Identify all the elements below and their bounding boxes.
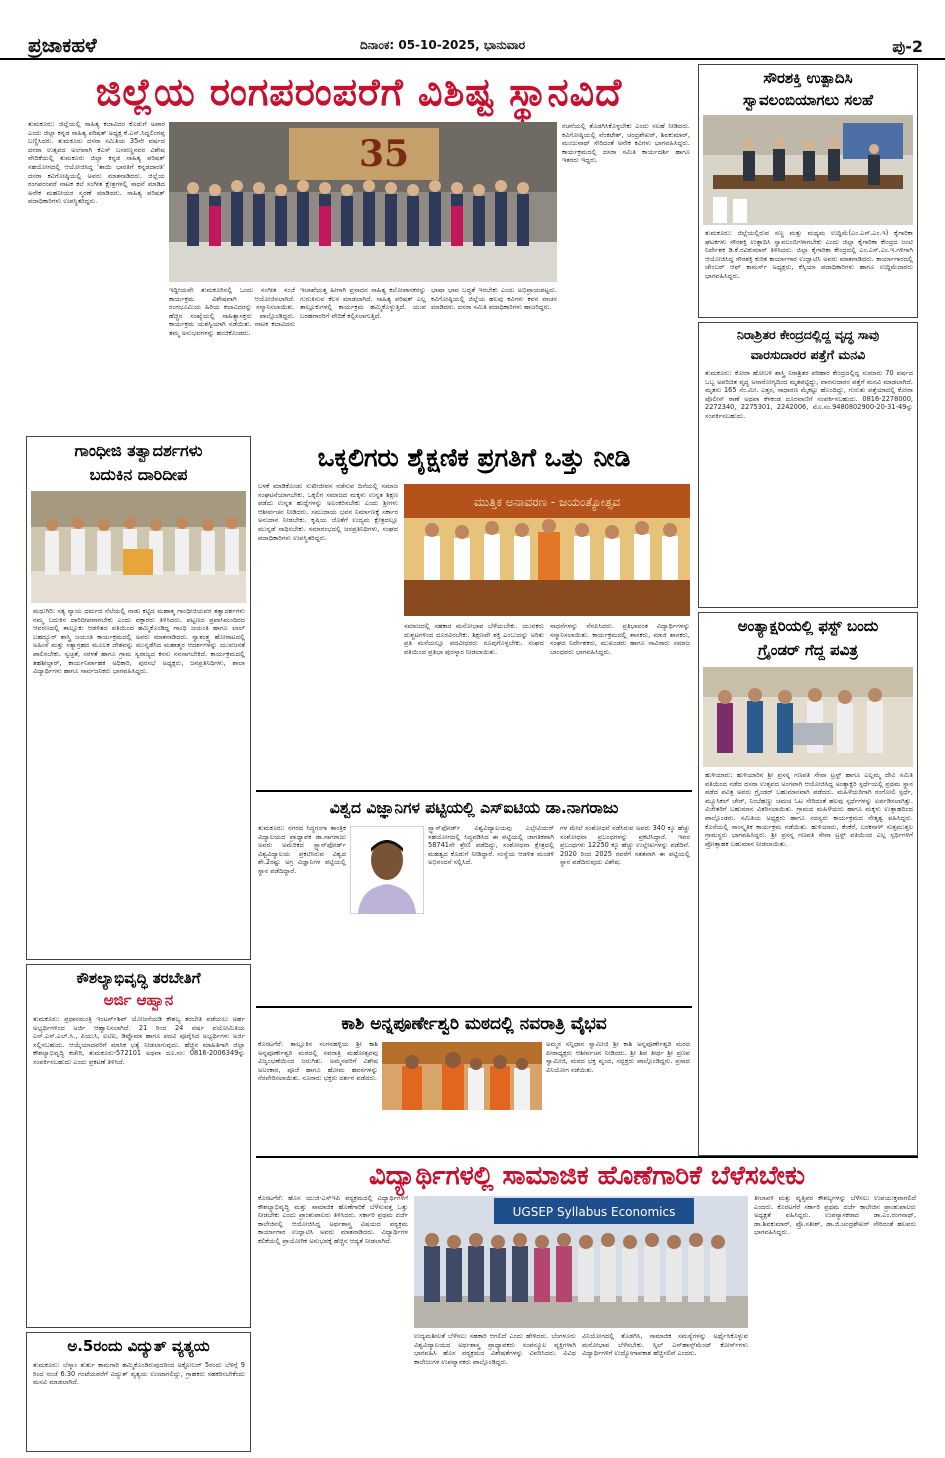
masthead xyxy=(0,0,945,60)
nagaraju-portrait xyxy=(350,826,424,914)
page-number: ಪು-2 xyxy=(892,37,923,56)
scientist-col-3: ಗಳ ಮೇಲೆ ಸಂಶೋಧನೆ ನಡೆಸಿರುವ ಅವರು 340 ಕ್ಕೂ ಹೆಚ್ಚು ಸಂಶೋಧನಾ ಪ್ರಬಂಧಗಳನ್ನು ಪ್ರಕಟಿಸಿದ್ದಾರೆ. ಇವರ ಪ್ರಬಂಧಗಳು 12250 ಕ್ಕೂ ಹೆಚ್ಚು ಉಲ್ಲೇಖಗಳನ್ನು ಪಡೆದಿವೆ. 2020 ರಿಂದ 2025 ರವರೆಗೆ ಸತತವಾಗಿ ಈ ಪಟ್ಟಿಯಲ್ಲಿ ಸ್ಥಾನ ಪಡೆದಿರುವುದು ವಿಶೇಷ. xyxy=(560,824,690,867)
scientist-headline: ವಿಶ್ವದ ವಿಜ್ಞಾನಿಗಳ ಪಟ್ಟಿಯಲ್ಲಿ ಎಸ್‌ಐಟಿಯ ಡಾ.ನಾಗರಾಜು xyxy=(329,799,619,817)
gandhi-event-photo xyxy=(31,491,246,603)
scientist-col-2: ಸ್ಟ್ಯಾನ್‌ಫೋರ್ಡ್ ವಿಶ್ವವಿದ್ಯಾಲಯವು ಎಲ್ಸೇವಿಯರ್ ಸಹಯೋಗದಲ್ಲಿ ಸಿದ್ಧಪಡಿಸಿದ ಈ ಪಟ್ಟಿಯಲ್ಲಿ ಜಾಗತಿಕವಾಗಿ 58741ನೇ ಶ್ರೇಣಿ ಪಡೆದಿದ್ದು, ಸಂಶೋಧನಾ ಕ್ಷೇತ್ರದಲ್ಲಿ ಮಹತ್ವದ ಕೊಡುಗೆ ನೀಡಿದ್ದಾರೆ. ಸಂಸ್ಥೆಯ ಆಡಳಿತ ಮಂಡಳಿ ಅಭಿನಂದನೆ ಸಲ್ಲಿಸಿದೆ. xyxy=(428,824,554,867)
solar-headline-2: ಸ್ವಾವಲಂಬಿಯಾಗಲು ಸಲಹೆ xyxy=(743,91,873,109)
kashi-swamiji-photo xyxy=(382,1042,542,1110)
antakshari-headline-2: ಗ್ರೈಂಡರ್ ಗೆದ್ದ ಪವಿತ್ರ xyxy=(758,641,858,659)
lead-story xyxy=(26,64,692,431)
okkaliga-banner-text: ಮುತ್ತಿಕ ಅನಾವರಣ - ಜಯಂತ್ಯೋತ್ಸವ xyxy=(473,495,621,509)
dasara-banner-text: 35 xyxy=(359,133,410,175)
students-col-2: ಉದ್ಯಮಶೀಲತೆ ಬೆಳೆಸಲು ಸಹಕಾರಿ ಆಗಲಿದೆ ಎಂದು ಹೇಳಿದರು. ಬೆಂಗಳೂರು ವಿಶ್ವವಿದ್ಯಾಲಯದ ಅರ್ಥಶಾಸ್ತ್ರ ಪ್ರಾಧ್ಯಾಪಕರು ಸಂಪನ್ಮೂಲ ವ್ಯಕ್ತಿಗಳಾಗಿ ಭಾಗವಹಿಸಿ ಹೊಸ ಪಠ್ಯಕ್ರಮದ ವಿಶೇಷತೆಗಳನ್ನು ವಿವರಿಸಿದರು. ವಿವಿಧ ಕಾಲೇಜುಗಳ ಉಪನ್ಯಾಸಕರು ಪಾಲ್ಗೊಂಡಿದ್ದರು. xyxy=(414,1332,576,1366)
lead-headline: ಜಿಲ್ಲೆಯ ರಂಗಪರಂಪರೆಗೆ ವಿಶಿಷ್ಟ ಸ್ಥಾನವಿದೆ xyxy=(95,70,623,114)
okkaliga-col-3: ಸಾಧನೆಗಳನ್ನು ನೆನಪಿಸಿದರು. ಪ್ರತಿಭಾವಂತ ವಿದ್ಯಾರ್ಥಿಗಳನ್ನು ಸನ್ಮಾನಿಸಲಾಯಿತು. ಕಾರ್ಯಕ್ರಮದಲ್ಲಿ ಶಾಸಕರು, ಮಾಜಿ ಶಾಸಕರು, ಸಂಘದ ನಿರ್ದೇಶಕರು, ಮುಖಂಡರು ಹಾಗೂ ಸಾವಿರಾರು ಸಮಾಜ ಬಾಂಧವರು ಭಾಗವಹಿಸಿದ್ದರು. xyxy=(550,622,690,656)
scientist-top-rule xyxy=(256,790,692,792)
lead-col-4: ಭಾಷಾ ಭಾವ ಬದ್ಧತೆ ಇರಬೇಕು ಎಂದು ಅಭಿಪ್ರಾಯಪಟ್ಟರು. ಕವಿಗೋಷ್ಠಿಯಲ್ಲಿ ಜಿಲ್ಲೆಯ ಹಲವು ಕವಿಗಳು ಕವನ ವಾಚನ ಮಾಡಿದರು. ದಸರಾ ಸಮಿತಿ ಪದಾಧಿಕಾರಿಗಳು ಹಾಜರಿದ್ದರು. xyxy=(431,286,557,312)
scientist-story xyxy=(256,790,692,1004)
skill-headline-1: ಕೌಶಲ್ಯಾಭಿವೃದ್ಧಿ ತರಬೇತಿಗೆ xyxy=(76,969,201,987)
kashi-top-rule xyxy=(256,1006,692,1008)
skill-body: ತುಮಕೂರು: ಪ್ರಧಾನಮಂತ್ರಿ ಇಂಟರ್ನ್‌ಶಿಪ್ ಯೋಜನೆಯಡಿ ಕೌಶಲ್ಯ ತರಬೇತಿ ಪಡೆಯಲು ಅರ್ಹ ಅಭ್ಯರ್ಥಿಗಳಿಂದ ಅರ್ಜಿ ಆಹ್ವಾನಿಸಲಾಗಿದೆ. 21 ರಿಂದ 24 ವರ್ಷ ವಯೋಮಿತಿಯ ಎಸ್.ಎಸ್.ಎಲ್.ಸಿ., ಪಿಯುಸಿ, ಐಟಿಐ, ಡಿಪ್ಲೊಮಾ ಹಾಗೂ ಪದವಿ ಪೂರೈಸಿದ ಅಭ್ಯರ್ಥಿಗಳು ಅರ್ಜಿ ಸಲ್ಲಿಸಬಹುದು. ಆಯ್ಕೆಯಾದವರಿಗೆ ಮಾಸಿಕ ಭತ್ಯೆ ನೀಡಲಾಗುವುದು. ಹೆಚ್ಚಿನ ಮಾಹಿತಿಗಾಗಿ ಜಿಲ್ಲಾ ಕೌಶಲ್ಯಾಭಿವೃದ್ಧಿ ಕಚೇರಿ, ತುಮಕೂರು-572101 ಅಥವಾ ದೂ.ಸಂ: 0816-2006349ನ್ನು ಸಂಪರ್ಕಿಸಬಹುದು ಎಂದು ಪ್ರಕಟಣೆ ತಿಳಿಸಿದೆ. xyxy=(33,1015,245,1066)
solar-headline-1: ಸೌರಶಕ್ತಿ ಉತ್ಪಾದಿಸಿ xyxy=(763,69,853,87)
elderly-headline-2: ವಾರಸುದಾರರ ಪತ್ತೆಗೆ ಮನವಿ xyxy=(750,347,866,362)
students-headline: ವಿದ್ಯಾರ್ಥಿಗಳಲ್ಲಿ ಸಾಮಾಜಿಕ ಹೊಣೆಗಾರಿಕೆ ಬೆಳೆಸಬೇಕು xyxy=(369,1161,805,1191)
solar-workshop-photo xyxy=(703,115,913,225)
dasara-stage-photo xyxy=(169,122,557,282)
solar-body: ತುಮಕೂರು: ಜಿಲ್ಲೆಯಲ್ಲಿರುವ ಸಣ್ಣ ಮತ್ತು ಮಧ್ಯಮ ಉದ್ದಿಮೆ(ಎಂ.ಎಸ್.ಎಂ.ಇ) ಕೈಗಾರಿಕಾ ಘಟಕಗಳು ಸೌರಶಕ್ತಿ ಉತ್ಪಾದಿಸಿ ಸ್ವಾವಲಂಬಿಗಳಾಗಬೇಕು ಎಂದು ಜಿಲ್ಲಾ ಕೈಗಾರಿಕಾ ಕೇಂದ್ರದ ಜಂಟಿ ನಿರ್ದೇಶಕ ಡಿ.ಕೆ.ರವಿಕುಮಾರ್ ತಿಳಿಸಿದರು. ಜಿಲ್ಲಾ ಕೈಗಾರಿಕಾ ಕೇಂದ್ರದಲ್ಲಿ ಎಂ.ಎಸ್.ಎಂ.ಇ.ಗಳಿಗಾಗಿ ಆಯೋಜಿಸಿದ್ದ ಸೌರಶಕ್ತಿ ಕುರಿತ ಕಾರ್ಯಾಗಾರ ಉದ್ಘಾಟಿಸಿ ಅವರು ಮಾತನಾಡಿದರು. ಕಾರ್ಯಾಗಾರದಲ್ಲಿ ಚೇಂಬರ್ ಆಫ್ ಕಾಮರ್ಸ್ ಅಧ್ಯಕ್ಷರು, ಕೆಸ್ಸಿಯಾ ಪದಾಧಿಕಾರಿಗಳು ಹಾಗೂ ಉದ್ದಿಮೆದಾರರು ಭಾಗವಹಿಸಿದ್ದರು. xyxy=(705,229,913,280)
lead-col-2: ಇದ್ದೀಯವೇ ತುಮಕೂರಿನಲ್ಲಿ ಒಂದು ಸಂಗೀತ ಸಂಜೆ ಕಾರ್ಯಕ್ರಮ ವಿಶೇಷವಾಗಿ ಆಯೋಜಿಸಲಾಗಿದೆ. ರಂಗಭೂಮಿಯ ಹಿರಿಯ ಕಲಾವಿದರನ್ನು ಸನ್ಮಾನಿಸಲಾಯಿತು. ಹೆಚ್ಚಿನ ಸಂಖ್ಯೆಯಲ್ಲಿ ಸಾಹಿತ್ಯಾಸಕ್ತರು ಪಾಲ್ಗೊಂಡಿದ್ದರು. ಕಾರ್ಯಕ್ರಮ ಯಶಸ್ವಿಯಾಗಿ ನಡೆಯಿತು. ನಾಟಕ ಕಲಾವಿದರು ತಮ್ಮ ಅನುಭವಗಳನ್ನು ಹಂಚಿಕೊಂಡರು. xyxy=(169,286,295,337)
solar-story xyxy=(698,64,918,318)
gandhi-body: ಮಧುಗಿರಿ: ಸತ್ಯ ನ್ಯಾಯ ಧರ್ಮದ ನೆಲೆಯಲ್ಲಿ ನಾಡು ಕಟ್ಟಿದ ಮಹಾತ್ಮ ಗಾಂಧೀಜಿಯವರ ತತ್ವಾದರ್ಶಗಳು ನಮ್ಮ ಬದುಕಿನ ದಾರಿದೀಪವಾಗಬೇಕು ಎಂದು ವಕ್ತಾರರು ತಿಳಿಸಿದರು. ಪಟ್ಟಣದ ಪ್ರವಾಸಿಮಂದಿರದ ಆವರಣದಲ್ಲಿ ತಾಲ್ಲೂಕು ಆಡಳಿತದ ವತಿಯಿಂದ ಹಮ್ಮಿಕೊಂಡಿದ್ದ ಗಾಂಧಿ ಜಯಂತಿ ಹಾಗೂ ಲಾಲ್ ಬಹದ್ದೂರ್ ಶಾಸ್ತ್ರಿ ಜಯಂತಿ ಕಾರ್ಯಕ್ರಮದಲ್ಲಿ ಅವರು ಮಾತನಾಡಿದರು. ಸ್ವಾತಂತ್ರ್ಯ ಹೋರಾಟದಲ್ಲಿ ಅಹಿಂಸೆ ಮತ್ತು ಸತ್ಯಾಗ್ರಹದ ಮೂಲಕ ದೇಶವನ್ನು ಮುನ್ನಡೆಸಿದ ಮಹಾತ್ಮರ ಆದರ್ಶಗಳನ್ನು ಯುವಜನತೆ ಪಾಲಿಸಬೇಕು. ಸ್ವಚ್ಛತೆ, ಸರಳತೆ ಹಾಗೂ ಗ್ರಾಮ ಸ್ವರಾಜ್ಯದ ಕನಸು ನನಸಾಗಬೇಕಿದೆ. ಕಾರ್ಯಕ್ರಮದಲ್ಲಿ ತಹಶೀಲ್ದಾರ್, ಕಾರ್ಯನಿರ್ವಾಹಕ ಅಧಿಕಾರಿ, ಪುರಸಭೆ ಅಧ್ಯಕ್ಷರು, ಜನಪ್ರತಿನಿಧಿಗಳು, ಶಾಲಾ ವಿದ್ಯಾರ್ಥಿಗಳು ಹಾಗೂ ಸಾರ್ವಜನಿಕರು ಭಾಗವಹಿಸಿದ್ದರು. xyxy=(33,607,245,676)
kashi-col-1: ಕೊರಟಗೆರೆ: ತಾಲ್ಲೂಕಿನ ಸಂಗನಹಳ್ಳಿಯ ಶ್ರೀ ಕಾಶಿ ಅನ್ನಪೂರ್ಣೇಶ್ವರಿ ಮಠದಲ್ಲಿ ನವರಾತ್ರಿ ಮಹೋತ್ಸವವು ವಿಜೃಂಭಣೆಯಿಂದ ಜರುಗಿತು. ಅಮ್ಮನವರಿಗೆ ವಿಶೇಷ ಅಲಂಕಾರ, ಪೂಜೆ ಹಾಗೂ ಹೋಮ ಹವನಗಳನ್ನು ನೆರವೇರಿಸಲಾಯಿತು. ನೂರಾರು ಭಕ್ತರು ದರ್ಶನ ಪಡೆದರು. xyxy=(258,1040,378,1083)
lead-col-1: ತುಮಕೂರು: ಜಿಲ್ಲೆಯಲ್ಲಿ ಸಾಹಿತ್ಯ ಕಲಾವಿದರ ಕೊಡುಗೆ ಅಪಾರ ಎಂದು ಜಿಲ್ಲಾ ಕನ್ನಡ ಸಾಹಿತ್ಯ ಪರಿಷತ್ ಅಧ್ಯಕ್ಷ ಕೆ.ಎಸ್.ಸಿದ್ದಲಿಂಗಪ್ಪ ಬಣ್ಣಿಸಿದರು. ತುಮಕೂರು ದಸರಾ ಸಮಿತಿಯ 35ನೇ ವರ್ಷದ ದಸರಾ ಉತ್ಸವದ ಅಂಗವಾಗಿ ಕೆ‌ಎಸ್ ಬಸವಣ್ಣನವರ ವಿಶೇಷ ವೇದಿಕೆಯಲ್ಲಿ ತುಮಕೂರು ಜಿಲ್ಲಾ ಕನ್ನಡ ಸಾಹಿತ್ಯ ಪರಿಷತ್ ಸಹಯೋಗದಲ್ಲಿ ಆಯೋಜಿಸಿದ್ದ 'ತಾಯಿ ಭಾರತಿಗೆ ಕನ್ನಡದಾರತಿ' ದಸರಾ ಕವಿಗೋಷ್ಠಿಯಲ್ಲಿ ಅವರು ಮಾತನಾಡಿದರು. ಜಿಲ್ಲೆಯ ರಂಗಪರಂಪರೆ ನಾಟಕ ಕಲೆ ಸಂಗೀತ ಕ್ಷೇತ್ರಗಳಲ್ಲಿ ಸಾಧನೆ ಮಾಡಿದ ಅನೇಕ ಮಹನೀಯರ ಸ್ಮರಣೆ ಮಾಡಿದರು. ಸಾಹಿತ್ಯ ಪರಿಷತ್ ಪದಾಧಿಕಾರಿಗಳು ಉಪಸ್ಥಿತರಿದ್ದರು. xyxy=(28,120,165,206)
okkaliga-col-1: ಬಳಕೆ ಮಾಡಿಕೊಂಡು ಸುಖೀಜೀವನ ನಡೆಸುವ ದಿಸೆಯಲ್ಲಿ ಸಮಾಜ ಸಂಘಟನೆಯಾಗಬೇಕು. ಒಕ್ಕಲಿಗ ಸಮಾಜದ ಮಕ್ಕಳು ಉನ್ನತ ಶಿಕ್ಷಣ ಪಡೆದು ಉನ್ನತ ಹುದ್ದೆಗಳನ್ನು ಅಲಂಕರಿಸಬೇಕು ಎಂದು ಶ್ರೀಗಳು ಆಶೀರ್ವಚನ ನೀಡಿದರು. ಸಮುದಾಯ ಭವನ ನಿರ್ಮಾಣಕ್ಕೆ ಸರ್ಕಾರ ಅನುದಾನ ನೀಡಬೇಕು. ಕೃಷಿಯ ಜೊತೆಗೆ ಉದ್ಯಮ ಕ್ಷೇತ್ರದಲ್ಲೂ ಮುನ್ನಡೆ ಸಾಧಿಸಬೇಕು. ಸಮಾರಂಭದಲ್ಲಿ ಜನಪ್ರತಿನಿಧಿಗಳು, ಸಂಘದ ಪದಾಧಿಕಾರಿಗಳು ಉಪಸ್ಥಿತರಿದ್ದರು. xyxy=(258,482,398,542)
date-line: ದಿನಾಂಕ: 05-10-2025, ಭಾನುವಾರ xyxy=(360,38,526,52)
okkaliga-col-2: ಸಮಾಜದಲ್ಲಿ ಸಹಕಾರ ಮನೋಭಾವ ಬೆಳೆಯಬೇಕು. ಯುವಕರು ದುಶ್ಚಟಗಳಿಂದ ದೂರವಿರಬೇಕು. ಶಿಕ್ಷಣವೇ ಶಕ್ತಿ ಎಂಬುದನ್ನು ಅರಿತು ಪ್ರತಿ ಮನೆಯಲ್ಲೂ ಪದವೀಧರರು ರೂಪುಗೊಳ್ಳಬೇಕು. ಸಂಘದ ವತಿಯಿಂದ ಪ್ರತಿಭಾ ಪುರಸ್ಕಾರ ನೀಡಲಾಯಿತು. xyxy=(404,622,544,656)
kashi-story xyxy=(256,1006,692,1152)
students-workshop-photo xyxy=(414,1196,748,1328)
lead-col-3: ಇಲಾಖೆಯತ್ತ ಹೀಗಾಗಿ ಪ್ರಸಾದನ ಸಾಹಿತ್ಯ ಕಲೋಪಾಸಕರನ್ನು ಗುರುತಿಸುವ ಕೆಲಸ ಮಾಡಲಾಗಿದೆ. ಸಾಹಿತ್ಯ ಪರಿಷತ್ ಎಲ್ಲ ತಾಲ್ಲೂಕುಗಳಲ್ಲಿ ಕಾರ್ಯಕ್ರಮ ಹಮ್ಮಿಕೊಳ್ಳುತ್ತಿದೆ. ಯುವ ಬರಹಗಾರರಿಗೆ ವೇದಿಕೆ ಕಲ್ಪಿಸಲಾಗುತ್ತಿದೆ. xyxy=(300,286,426,320)
students-col-1: ಕೊರಟಗೆರೆ: ಹೊಸ ಯುಜಿ-ಎಸ್‌ಇಪಿ ಪಠ್ಯಕ್ರಮದಲ್ಲಿ ವಿದ್ಯಾರ್ಥಿಗಳಿಗೆ ಕೌಶಲ್ಯಾಭಿವೃದ್ಧಿ ಮತ್ತು ಸಾಮಾಜಿಕ ಹೊಣೆಗಾರಿಕೆ ಬೆಳೆಸುವತ್ತ ಒತ್ತು ನೀಡಬೇಕು ಎಂದು ಪ್ರಾಂಶುಪಾಲರು ತಿಳಿಸಿದರು. ಸರ್ಕಾರಿ ಪ್ರಥಮ ದರ್ಜೆ ಕಾಲೇಜಿನಲ್ಲಿ ಆಯೋಜಿಸಿದ್ದ ಅರ್ಥಶಾಸ್ತ್ರ ವಿಷಯದ ಪಠ್ಯಕ್ರಮ ಕಾರ್ಯಾಗಾರ ಉದ್ಘಾಟಿಸಿ ಅವರು ಮಾತನಾಡಿದರು. ವಿದ್ಯಾರ್ಥಿಗಳ ಕಲಿಕೆಯಲ್ಲಿ ಪ್ರಾಯೋಗಿಕ ಅನುಭವಕ್ಕೆ ಹೆಚ್ಚಿನ ಆದ್ಯತೆ ನೀಡಲಾಗಿದೆ. xyxy=(258,1194,408,1245)
students-col-3: ವಿನಿಯೋಗದಲ್ಲಿ ತೊಡಗಿಸಿ, ಸಾಮಾಜಿಕ ಸಮಸ್ಯೆಗಳನ್ನು ಅರ್ಥೈಸಿಕೊಳ್ಳುವ ಮನೋಭಾವ ಬೆಳೆಸಬೇಕು. ಸ್ಕಿಲ್ ಎನ್‌ಹಾನ್ಸ್‌ಮೆಂಟ್ ಕೋರ್ಸ್‌ಗಳು ವಿದ್ಯಾರ್ಥಿಗಳಿಗೆ ಉದ್ಯೋಗಾವಕಾಶ ಹೆಚ್ಚಿಸಲಿವೆ ಎಂದರು. xyxy=(582,1332,748,1358)
antakshari-headline-1: ಅಂತ್ಯಾಕ್ಷರಿಯಲ್ಲಿ ಫಸ್ಟ್ ಬಂದು xyxy=(737,617,879,635)
elderly-body: ತುಮಕೂರು: ಕೋರಾ ಹೋಬಳಿ ಶಾಸ್ತ್ರಿ ನಿರಾಶ್ರಿತರ ಪರಿಹಾರ ಕೇಂದ್ರದಲ್ಲಿದ್ದ ಸುಮಾರು 70 ವರ್ಷದ ಒಬ್ಬ ಅಪರಿಚಿತ ವೃದ್ಧ ಅನಾರೋಗ್ಯದಿಂದ ಮೃತಪಟ್ಟಿದ್ದು, ವಾರಸುದಾರರ ಪತ್ತೆಗೆ ಮನವಿ ಮಾಡಲಾಗಿದೆ. ಮೃತನು 165 ಸೆಂ.ಮೀ. ಎತ್ತರ, ಸಾಧಾರಣ ಮೈಕಟ್ಟು ಹೊಂದಿದ್ದು, ಗುರುತು ಪತ್ತೆಯಾದಲ್ಲಿ ಕೋರಾ ಪೊಲೀಸ್ ಠಾಣೆ ಅಥವಾ ಕೆಳಕಂಡ ದೂರವಾಣಿಗೆ ಸಂಪರ್ಕಿಸಬಹುದು. 0816-2278000, 2272340, 2275301, 2242006, ಮೊ.ಸಂ.9480802900-20-31-49ನ್ನು ಸಂಪರ್ಕಿಸಬಹುದು. xyxy=(705,369,913,420)
power-headline: ಅ.5ರಂದು ವಿದ್ಯುತ್ ವ್ಯತ್ಯಯ xyxy=(67,1337,210,1355)
gandhi-headline-2: ಬದುಕಿನ ದಾರಿದೀಪ xyxy=(89,465,188,484)
paper-name: ಪ್ರಜಾಕಹಳೆ xyxy=(28,33,97,57)
elderly-story xyxy=(698,322,918,608)
gandhi-headline-1: ಗಾಂಧೀಜಿ ತತ್ವಾದರ್ಶಗಳು xyxy=(74,441,203,460)
okkaliga-story xyxy=(256,436,692,786)
power-story xyxy=(26,1332,251,1452)
students-banner-text: UGSEP Syllabus Economics xyxy=(512,1205,676,1219)
okkaliga-headline: ಒಕ್ಕಲಿಗರು ಶೈಕ್ಷಣಿಕ ಪ್ರಗತಿಗೆ ಒತ್ತು ನೀಡಿ xyxy=(317,443,631,472)
antakshari-body: ಹುಳಿಯಾರು: ಹುಳಿಯಾರಿನ ಶ್ರೀ ಪ್ರಸನ್ನ ಗಣಪತಿ ಸೇವಾ ಟ್ರಸ್ಟ್ ಹಾಗೂ ಎಲ್ಲಮ್ಮ ದೇವಿ ಸಮಿತಿ ವತಿಯಿಂದ ನಡೆದ ದಸರಾ ಉತ್ಸವದ ಅಂಗವಾಗಿ ಆಯೋಜಿಸಿದ್ದ ಅಂತ್ಯಾಕ್ಷರಿ ಸ್ಪರ್ಧೆಯಲ್ಲಿ ಪ್ರಥಮ ಸ್ಥಾನ ಪಡೆದ ಪವಿತ್ರ ಅವರು ಗ್ರೈಂಡರ್ ಬಹುಮಾನವಾಗಿ ಪಡೆದರು. ಮಹಿಳೆಯರಿಗಾಗಿ ರಂಗೋಲಿ ಸ್ಪರ್ಧೆ, ಮ್ಯೂಸಿಕಲ್ ಚೇರ್, ನಿಂಬೆಹಣ್ಣು ಚಮಚ ಓಟ ಸೇರಿದಂತೆ ಹಲವು ಸ್ಪರ್ಧೆಗಳನ್ನು ಏರ್ಪಡಿಸಲಾಗಿತ್ತು. ವಿಜೇತರಿಗೆ ಬಹುಮಾನ ವಿತರಿಸಲಾಯಿತು. ಗ್ರಾಮದ ಮಹಿಳೆಯರು ಹಾಗೂ ಮಕ್ಕಳು ಉತ್ಸಾಹದಿಂದ ಪಾಲ್ಗೊಂಡರು. ಸಮಿತಿಯ ಅಧ್ಯಕ್ಷರು ಹಾಗೂ ಸದಸ್ಯರು ಕಾರ್ಯಕ್ರಮದ ನೇತೃತ್ವ ವಹಿಸಿದ್ದರು. ಕೊನೆಯಲ್ಲಿ ಸಾಂಸ್ಕೃತಿಕ ಕಾರ್ಯಕ್ರಮ ನಡೆಯಿತು. ಹುಳಿಯಾರು, ಕೆಂಕೆರೆ, ಬರಕನಾಳ್ ಸುತ್ತಮುತ್ತಲ ಗ್ರಾಮಸ್ಥರು ಭಾಗವಹಿಸಿದ್ದರು. ಶ್ರೀ ಪ್ರಸನ್ನ ಗಣಪತಿ ಸೇವಾ ಟ್ರಸ್ಟ್ ವತಿಯಿಂದ ಎಲ್ಲ ಸ್ಪರ್ಧಿಗಳಿಗೆ ಪ್ರೋತ್ಸಾಹಕ ಬಹುಮಾನ ನೀಡಲಾಯಿತು. xyxy=(705,771,913,848)
gandhi-story xyxy=(26,436,251,960)
scientist-col-1: ತುಮಕೂರು: ನಗರದ ಸಿದ್ಧಗಂಗಾ ತಾಂತ್ರಿಕ ವಿದ್ಯಾಲಯದ ಪ್ರಾಧ್ಯಾಪಕ ಡಾ.ನಾಗರಾಜು ಅವರು ಅಮೆರಿಕದ ಸ್ಟ್ಯಾನ್‌ಫೋರ್ಡ್ ವಿಶ್ವವಿದ್ಯಾಲಯ ಪ್ರಕಟಿಸಿರುವ ವಿಶ್ವದ ಶೇ.2ರಷ್ಟು ಅಗ್ರ ವಿಜ್ಞಾನಿಗಳ ಪಟ್ಟಿಯಲ್ಲಿ ಸ್ಥಾನ ಪಡೆದಿದ್ದಾರೆ. xyxy=(258,824,346,875)
skill-story xyxy=(26,964,251,1328)
antakshari-prize-photo xyxy=(703,667,913,767)
okkaliga-stage-photo xyxy=(404,484,690,616)
students-story xyxy=(256,1156,918,1452)
lead-col-5: ರಚನೆಯಲ್ಲಿ ತೊಡಗಿಸಿಕೊಳ್ಳಬೇಕು ಎಂದು ಸಲಹೆ ನೀಡಿದರು. ಕವಿಗೋಷ್ಠಿಯಲ್ಲಿ ವೆಂಕಟೇಶ್, ಚಂದ್ರಶೇಖರ್, ಶಿವಕುಮಾರ್, ಮಂಜುನಾಥ್ ಸೇರಿದಂತೆ ಅನೇಕ ಕವಿಗಳು ಭಾಗವಹಿಸಿದ್ದರು. ಕಾರ್ಯಕ್ರಮದಲ್ಲಿ ದಸರಾ ಸಮಿತಿ ಕಾರ್ಯದರ್ಶಿ ಹಾಗೂ ಇತರರು ಇದ್ದರು. xyxy=(562,122,690,165)
power-body: ತುಮಕೂರು: ಬೆಸ್ಕಾಂ ತುರ್ತು ಕಾಮಗಾರಿ ಹಮ್ಮಿಕೊಂಡಿರುವುದರಿಂದ ಅಕ್ಟೋಬರ್ 5ರಂದು ಬೆಳಿಗ್ಗೆ 9 ರಿಂದ ಸಂಜೆ 6.30 ಗಂಟೆಯವರೆಗೆ ವಿದ್ಯುತ್ ವ್ಯತ್ಯಯ ಉಂಟಾಗಲಿದ್ದು, ಗ್ರಾಹಕರು ಸಹಕರಿಸಬೇಕೆಂದು ಮನವಿ ಮಾಡಲಾಗಿದೆ. xyxy=(33,1361,245,1387)
kashi-col-2: ಅಮ್ಮನ ಸನ್ನಿಧಾನ ಸ್ವಾಮೀಜಿ ಶ್ರೀ ಕಾಶಿ ಅನ್ನಪೂರ್ಣೇಶ್ವರಿ ಮಠದ ಪೀಠಾಧ್ಯಕ್ಷರು ಆಶೀರ್ವಚನ ನೀಡಿದರು. ಶ್ರೀ ಶಿವ ತೀರ್ಥ ಶ್ರೀ ಪ್ರಣವ ಸ್ವಾಮೀಜಿ, ಮಠದ ಭಕ್ತ ವೃಂದ, ಸದ್ಭಕ್ತರು ಪಾಲ್ಗೊಂಡಿದ್ದರು. ಪ್ರಸಾದ ವಿನಿಯೋಗ ನಡೆಯಿತು. xyxy=(546,1040,690,1074)
elderly-headline-1: ನಿರಾಶ್ರಿತರ ಕೇಂದ್ರದಲ್ಲಿದ್ದ ವೃದ್ಧ ಸಾವು xyxy=(736,327,880,342)
skill-headline-2: ಅರ್ಜಿ ಆಹ್ವಾನ xyxy=(103,991,174,1009)
kashi-headline: ಕಾಶಿ ಅನ್ನಪೂರ್ಣೇಶ್ವರಿ ಮಠದಲ್ಲಿ ನವರಾತ್ರಿ ವೈಭವ xyxy=(341,1014,607,1034)
antakshari-story xyxy=(698,612,918,1156)
students-col-4: ತೀಲಾವಳಿ ಮತ್ತು ವೃತ್ತಿಪರ ಕೌಶಲ್ಯಗಳನ್ನು ಬೆಳೆಸಲು ಉಪಯುಕ್ತವಾಗಲಿದೆ ಎಂದರು. ಕೊರಟಗೆರೆ ಸರ್ಕಾರಿ ಪ್ರಥಮ ದರ್ಜೆ ಕಾಲೇಜಿನ ಪ್ರಾಂಶುಪಾಲರು ಅಧ್ಯಕ್ಷತೆ ವಹಿಸಿದ್ದರು. ಉಪನ್ಯಾಸಕರಾದ ಡಾ.ಎಂ.ರಂಗನಾಥ್, ಡಾ.ಶಿವಕುಮಾರ್, ಪ್ರೊ.ಸತೀಶ್, ಡಾ.ಜಿ.ಚಂದ್ರಶೇಖರ್ ಸೇರಿದಂತೆ ಹಲವರು ಭಾಗವಹಿಸಿದ್ದರು. xyxy=(754,1194,916,1237)
